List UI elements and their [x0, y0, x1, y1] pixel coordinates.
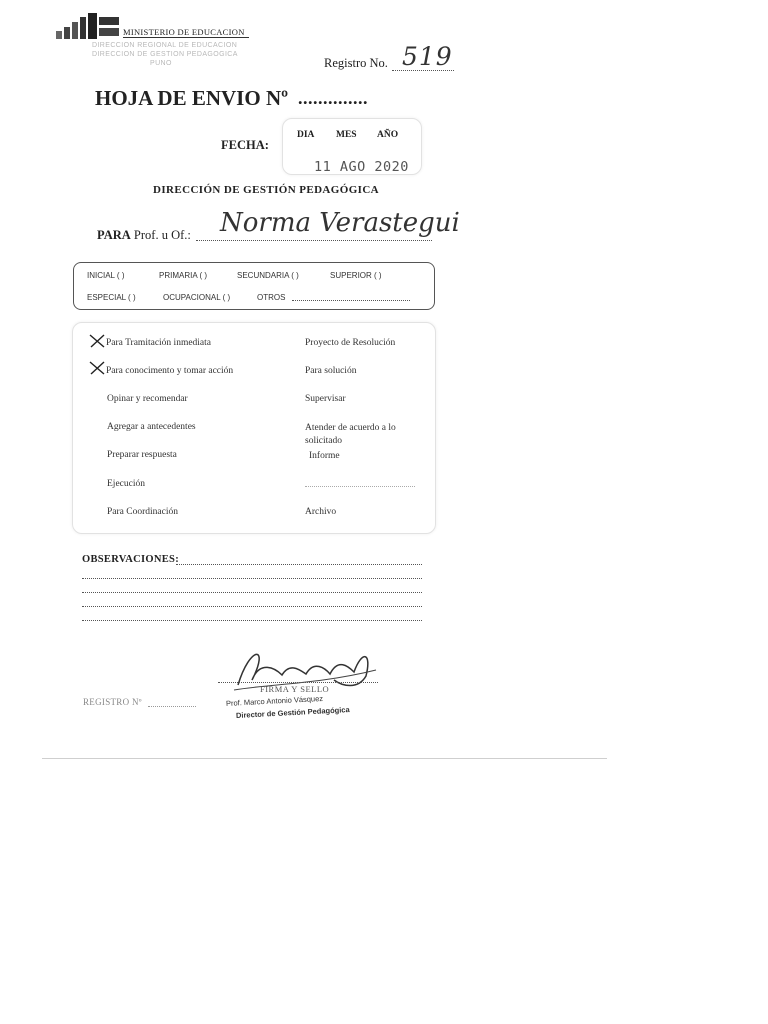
fecha-col-mes: MES [336, 130, 357, 140]
fecha-stamp: 11 AGO 2020 [314, 159, 409, 175]
para-label-bold: PARA [97, 228, 131, 242]
action-solucion: Para solución [305, 366, 357, 376]
para-label [97, 228, 191, 243]
ministry-logo [56, 13, 120, 39]
ministry-sub-line-1: DIRECCION REGIONAL DE EDUCACION [92, 42, 238, 49]
level-otros: OTROS [257, 293, 286, 302]
observaciones-line-4 [82, 606, 422, 607]
observaciones-label: OBSERVACIONES: [82, 554, 179, 565]
level-secundaria: SECUNDARIA ( ) [237, 271, 299, 280]
level-otros-dotted-line [292, 300, 410, 301]
para-label-rest: Prof. u Of.: [133, 228, 191, 242]
ministry-name: MINISTERIO DE EDUCACION [123, 27, 249, 38]
firma-label: FIRMA Y SELLO [260, 684, 330, 694]
action-informe: Informe [309, 451, 340, 461]
sello-title: Director de Gestión Pedagógica [235, 705, 350, 720]
level-ocupacional: OCUPACIONAL ( ) [163, 293, 231, 302]
level-superior: SUPERIOR ( ) [330, 271, 382, 280]
page-title-number-dots: .............. [298, 88, 368, 108]
check-conocimiento-icon [89, 361, 105, 380]
action-proyecto: Proyecto de Resolución [305, 338, 396, 348]
level-inicial: INICIAL ( ) [87, 271, 125, 280]
registro-label: Registro No. [324, 56, 388, 70]
action-archivo: Archivo [305, 507, 337, 517]
fecha-label: FECHA: [221, 138, 269, 152]
page-title: HOJA DE ENVIO Nº [95, 86, 289, 110]
signature [240, 652, 247, 653]
page-bottom-edge [42, 758, 607, 759]
action-opinar: Opinar y recomendar [107, 394, 188, 404]
action-preparar: Preparar respuesta [107, 450, 177, 460]
action-supervisar: Supervisar [305, 394, 346, 404]
ministry-sub-line-3: PUNO [150, 60, 172, 67]
action-blank-dotted-line [305, 486, 415, 487]
sello-name: Prof. Marco Antonio Vásquez [225, 693, 324, 708]
action-atender: Atender de acuerdo a lo solicitado [305, 423, 396, 446]
observaciones-line-3 [82, 592, 422, 593]
ministry-sub-line-2: DIRECCION DE GESTION PEDAGOGICA [92, 51, 238, 58]
fecha-col-dia: DIA [297, 130, 315, 140]
action-coordinacion: Para Coordinación [107, 507, 178, 517]
action-ejecucion: Ejecución [107, 479, 145, 489]
level-especial: ESPECIAL ( ) [87, 293, 136, 302]
action-agregar: Agregar a antecedentes [107, 422, 196, 432]
levels-box [73, 262, 435, 310]
registro-number: 519 [402, 42, 453, 71]
action-tramitacion: Para Tramitación inmediata [106, 338, 212, 348]
observaciones-line-1 [176, 564, 422, 565]
para-recipient: Norma Verastegui [220, 208, 460, 238]
level-primaria: PRIMARIA ( ) [159, 271, 208, 280]
observaciones-line-2 [82, 578, 422, 579]
footer-registro-dotted-line [148, 706, 196, 707]
footer-registro-label: REGISTRO Nº [83, 697, 142, 707]
ministry-logo-icon [56, 13, 120, 39]
fecha-col-ano: AÑO [377, 130, 399, 140]
observaciones-line-5 [82, 620, 422, 621]
check-tramitacion-icon [89, 334, 105, 353]
firma-dotted-line [218, 682, 378, 683]
para-dotted-line [196, 240, 432, 241]
direction-heading: DIRECCIÓN DE GESTIÓN PEDAGÓGICA [153, 184, 380, 196]
action-conocimiento: Para conocimento y tomar acción [106, 366, 234, 376]
